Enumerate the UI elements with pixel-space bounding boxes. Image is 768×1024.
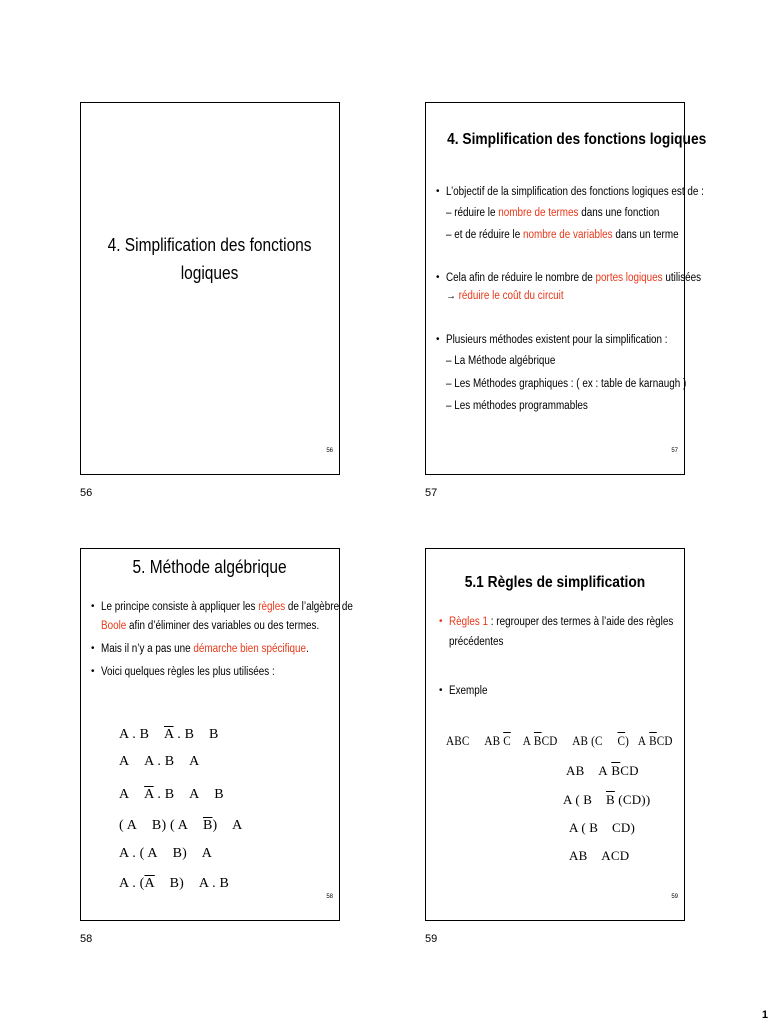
bullet-rule-1: • Règles 1 : regrouper des termes à l’aide des règles <box>449 613 710 631</box>
slide-57 <box>425 102 707 475</box>
bullet-objective: • L’objectif de la simplification des fonctions logiques est de : <box>446 183 746 201</box>
rule-4: ( A B) ( A $\overline{B}$) A <box>119 818 243 833</box>
bullet-goal: • Cela afin de réduire le nombre de portes logiques utilisées <box>446 269 743 287</box>
slide-number: 59 <box>671 894 678 900</box>
sub-item-cost: → réduire le coût du circuit <box>446 290 564 302</box>
slide-number: 58 <box>326 894 333 900</box>
bullet-dot: • <box>439 685 443 696</box>
bullet-methods: • Plusieurs méthodes existent pour la simplification : <box>446 331 704 349</box>
slide-58 <box>80 548 353 921</box>
sub-item-terms: – réduire le nombre de termes dans une fonction <box>446 207 660 219</box>
title-line-1: 4. Simplification des fonctions <box>108 235 312 255</box>
bullet-dot: • <box>91 643 95 654</box>
slide-56 <box>80 102 340 475</box>
bullet-example: • Exemple <box>449 682 494 700</box>
example-line-4: A ( B CD) <box>569 820 635 835</box>
page-caption-58: 58 <box>80 933 93 945</box>
page-badge: 1 <box>761 1009 768 1021</box>
example-line-2: AB A $\overline{B}CD$ <box>566 763 639 778</box>
bullet-dot: • <box>436 334 440 345</box>
slide-number: 56 <box>326 448 333 454</box>
example-line-3: A ( B $\overline{B}$ (CD)) <box>563 792 651 807</box>
page-caption-57: 57 <box>425 487 438 499</box>
bullet-dot: • <box>439 616 443 627</box>
slide-number: 57 <box>671 448 678 454</box>
sub-item-variables: – et de réduire le nombre de variables dans un terme <box>446 229 679 241</box>
bullet-rule-1-line2: précédentes <box>449 636 504 648</box>
bullet-dot: • <box>436 272 440 283</box>
title-line-2: logiques <box>181 263 239 283</box>
bullet-dot: • <box>436 186 440 197</box>
slide-title: 5. Méthode algébrique <box>132 557 288 577</box>
rule-5: A . ( A B) A <box>119 846 213 861</box>
bullet-rules-intro: • Voici quelques règles les plus utilisées : <box>101 663 303 681</box>
bullet-dot: • <box>91 666 95 677</box>
bullet-no-method: • Mais il n’y a pas une démarche bien spécifique. <box>101 640 343 658</box>
rule-2: A A . B A <box>119 754 200 769</box>
arrow-icon: → <box>446 290 456 302</box>
slide-title <box>81 231 339 287</box>
bullet-principle: • Le principe consiste à appliquer les règles de l’algèbre de <box>101 598 394 616</box>
page-caption-59: 59 <box>425 933 438 945</box>
slide-title: 4. Simplification des fonctions logiques <box>447 131 707 148</box>
example-line-1: ABC AB $\overline{C}$ A $\overline{B}CD$ AB (C $\overline{C}$) A $\overline{B}CD$ <box>446 733 673 748</box>
rule-1: A . B $\overline{A}$ . B B <box>119 727 219 742</box>
page-caption-56: 56 <box>80 487 93 499</box>
method-programmable: – Les méthodes programmables <box>446 400 588 412</box>
example-line-5: AB ACD <box>569 848 630 863</box>
rule-3: A $\overline{A}$ . B A B <box>119 787 224 802</box>
slide-title: 5.1 Règles de simplification <box>464 574 646 591</box>
slide-59 <box>425 548 685 921</box>
rule-6: A . ($\overline{A}$ B) A . B <box>119 876 230 891</box>
method-graphic: – Les Méthodes graphiques : ( ex : table de karnaugh ) <box>446 378 687 390</box>
bullet-dot: • <box>91 601 95 612</box>
method-algebraic: – La Méthode algébrique <box>446 355 556 367</box>
bullet-principle-line2: Boole afin d’éliminer des variables ou des termes. <box>101 620 320 632</box>
